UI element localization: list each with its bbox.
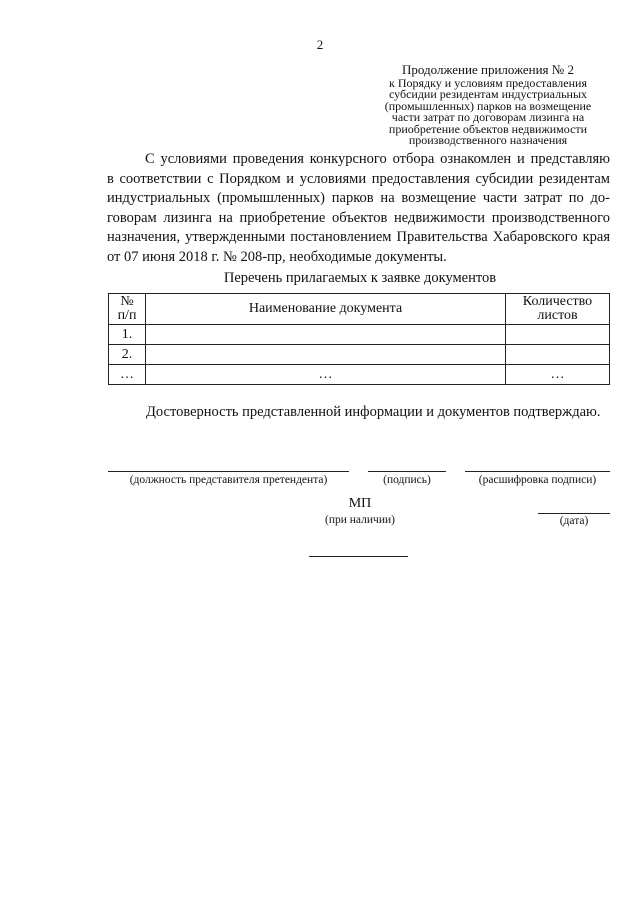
row-document-name[interactable] [146,345,506,365]
paragraph-line: говорам лизинга на приобретение объектов недвижимости производственного [107,209,610,226]
paragraph-line: индустриальных (промышленных) парков на возмещение части затрат по до- [107,190,610,206]
appendix-line: к Порядку и условиям предоставления [389,75,587,90]
date-line[interactable] [538,513,610,514]
row-sheet-count[interactable] [506,345,610,365]
decoding-signature-line[interactable] [465,471,610,472]
header-number [109,294,146,325]
row-number: 2. [109,345,146,365]
appendix-header [370,64,606,147]
appendix-title: Продолжение приложения № 2 [402,62,574,77]
row-document-name: … [146,365,506,385]
appendix-line: части затрат по договорам лизинга на [391,110,585,124]
header-sheet-count [506,294,610,325]
row-sheet-count[interactable] [506,325,610,345]
header-document-name: Наименование документа [146,294,506,325]
decoding-label: (расшифровка подписи) [478,474,597,486]
row-sheet-count: … [506,365,610,385]
appendix-line: (промышленных) парков на возмещение [384,98,592,113]
paragraph-line: в соответствии с Порядком и условиями предоставления субсидии резидентам [107,170,610,187]
header-count-line1: Количество [522,294,593,309]
position-signature-line[interactable] [108,471,349,472]
stamp-mark: МП [348,496,372,511]
documents-table [108,293,610,385]
signature-label: (подпись) [383,474,431,486]
row-document-name[interactable] [146,325,506,345]
stamp-note: (при наличии) [325,514,395,526]
paragraph-line: от 07 июня 2018 г. № 208-пр, необходимые документы. [107,248,447,265]
row-number: … [109,365,146,385]
main-paragraph [107,150,610,267]
table-row [109,325,610,345]
appendix-line: субсидии резидентам индустриальных [388,87,588,101]
header-number-line1: № [120,294,134,309]
table-title: Перечень прилагаемых к заявке документов [223,270,497,286]
header-number-line2: п/п [117,308,137,323]
appendix-line: приобретение объектов недвижимости [388,121,588,136]
paragraph-line: С условиями проведения конкурсного отбора ознакомлен и представляю [145,151,610,167]
closing-divider [309,556,408,557]
row-number: 1. [109,325,146,345]
table-header-row [109,294,610,325]
table-row [109,345,610,365]
header-count-line2: листов [537,308,578,323]
appendix-line: производственного назначения [408,133,568,147]
date-label: (дата) [559,515,589,527]
confirmation-statement: Достоверность представленной информации и документов подтверждаю. [146,404,601,420]
signature-line[interactable] [368,471,446,472]
page-number: 2 [316,37,324,52]
paragraph-line: назначения, утвержденными постановлением Правительства Хабаровского края [107,229,610,245]
table-row [109,365,610,385]
position-label: (должность представителя претендента) [129,474,328,486]
